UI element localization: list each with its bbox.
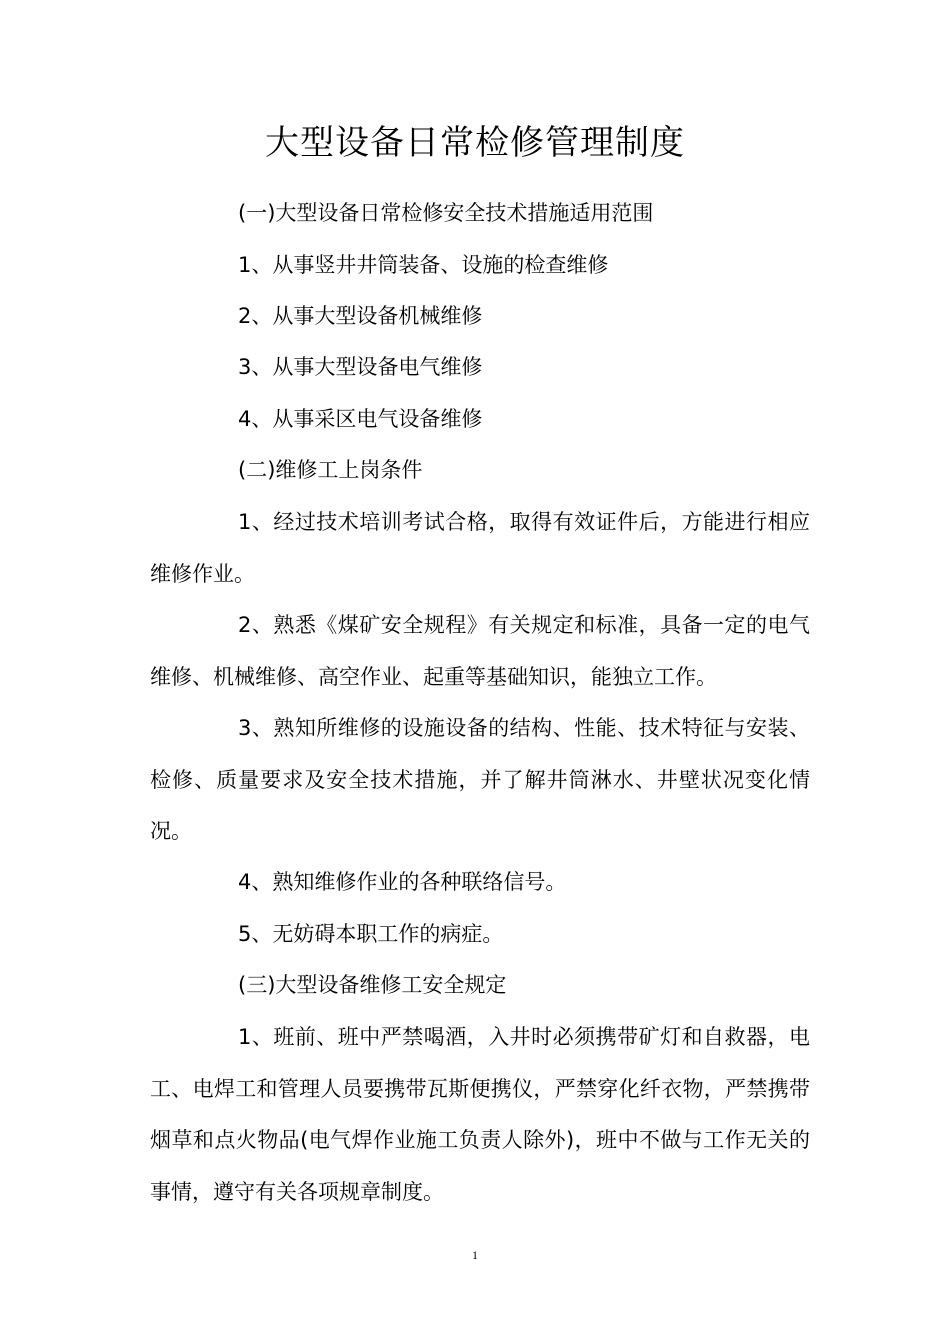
section-heading-1: (一)大型设备日常检修安全技术措施适用范围 (238, 201, 654, 225)
section-heading-3: (三)大型设备维修工安全规定 (238, 973, 507, 997)
document-title: 大型设备日常检修管理制度 (265, 123, 685, 163)
page-number: 1 (472, 1248, 478, 1262)
list-item: 2、熟悉《煤矿安全规程》有关规定和标准，具备一定的电气维修、机械维修、高空作业、起重等基础知识，能独立工作。 (150, 613, 810, 689)
section-heading-2: (二)维修工上岗条件 (238, 458, 423, 482)
list-item: 4、从事采区电气设备维修 (238, 407, 483, 431)
list-item: 2、从事大型设备机械维修 (238, 304, 483, 328)
list-item: 5、无妨碍本职工作的病症。 (238, 922, 504, 946)
list-item: 3、从事大型设备电气维修 (238, 355, 483, 379)
list-item: 1、从事竖井井筒装备、设施的检查维修 (238, 253, 609, 277)
list-item: 1、班前、班中严禁喝酒，入井时必须携带矿灯和自救器，电工、电焊工和管理人员要携带瓦斯便携仪，严禁穿化纤衣物，严禁携带烟草和点火物品(电气焊作业施工负责人除外)，班中不做与工作无关的事情，遵守有关各项规章制度。 (150, 1025, 810, 1204)
list-item: 3、熟知所维修的设施设备的结构、性能、技术特征与安装、检修、质量要求及安全技术措施，并了解井筒淋水、井壁状况变化情况。 (150, 716, 810, 843)
list-item: 1、经过技术培训考试合格，取得有效证件后，方能进行相应维修作业。 (150, 510, 810, 586)
list-item: 4、熟知维修作业的各种联络信号。 (238, 870, 567, 894)
